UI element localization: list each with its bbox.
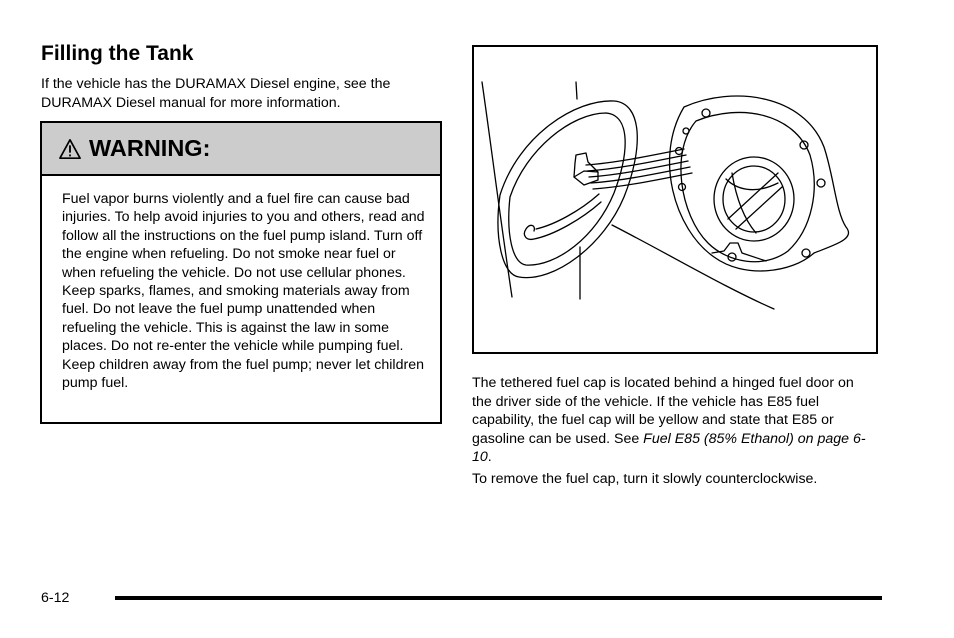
warning-label: WARNING:: [89, 135, 211, 161]
para1-text: The tethered fuel cap is located behind a hinged fuel door on the driver side of the vehicle. If the vehicle has E85 fuel capability, the fuel cap will be yellow and state that E85 or gasoline can be used. See: [472, 375, 854, 447]
section-title: Filling the Tank: [41, 42, 194, 65]
warning-header: [42, 123, 440, 176]
footer-rule: [115, 596, 882, 600]
fuel-e85-reference-link[interactable]: Fuel E85 (85% Ethanol) on page 6-10: [472, 430, 866, 465]
intro-paragraph: If the vehicle has the DURAMAX Diesel engine, see the DURAMAX Diesel manual for more information.: [41, 76, 391, 111]
fuel-cap-figure: [472, 45, 878, 354]
warning-triangle-icon: [59, 138, 81, 160]
page-number: 6-12: [41, 590, 70, 606]
warning-text: Fuel vapor burns violently and a fuel fire can cause bad injuries. To help avoid injuries to you and others, read and follow all the instructions on the fuel pump island. Turn off the engine when refueling. Do not smoke near fuel or when refueling the vehicle. Do not use cellular phones. Keep sparks, flames, and smoking materials away from fuel. Do not leave the fuel pump unattended when refueling the vehicle. This is against the law in some places. Do not re-enter the vehicle while pumping fuel. Keep children away from the fuel pump; never let children pump fuel.: [62, 191, 425, 392]
fuel-cap-illustration: [474, 47, 876, 352]
fuel-cap-location-paragraph: [472, 374, 872, 467]
warning-box: [40, 121, 442, 424]
remove-cap-paragraph: To remove the fuel cap, turn it slowly counterclockwise.: [472, 471, 818, 487]
para1-end: .: [487, 449, 492, 465]
